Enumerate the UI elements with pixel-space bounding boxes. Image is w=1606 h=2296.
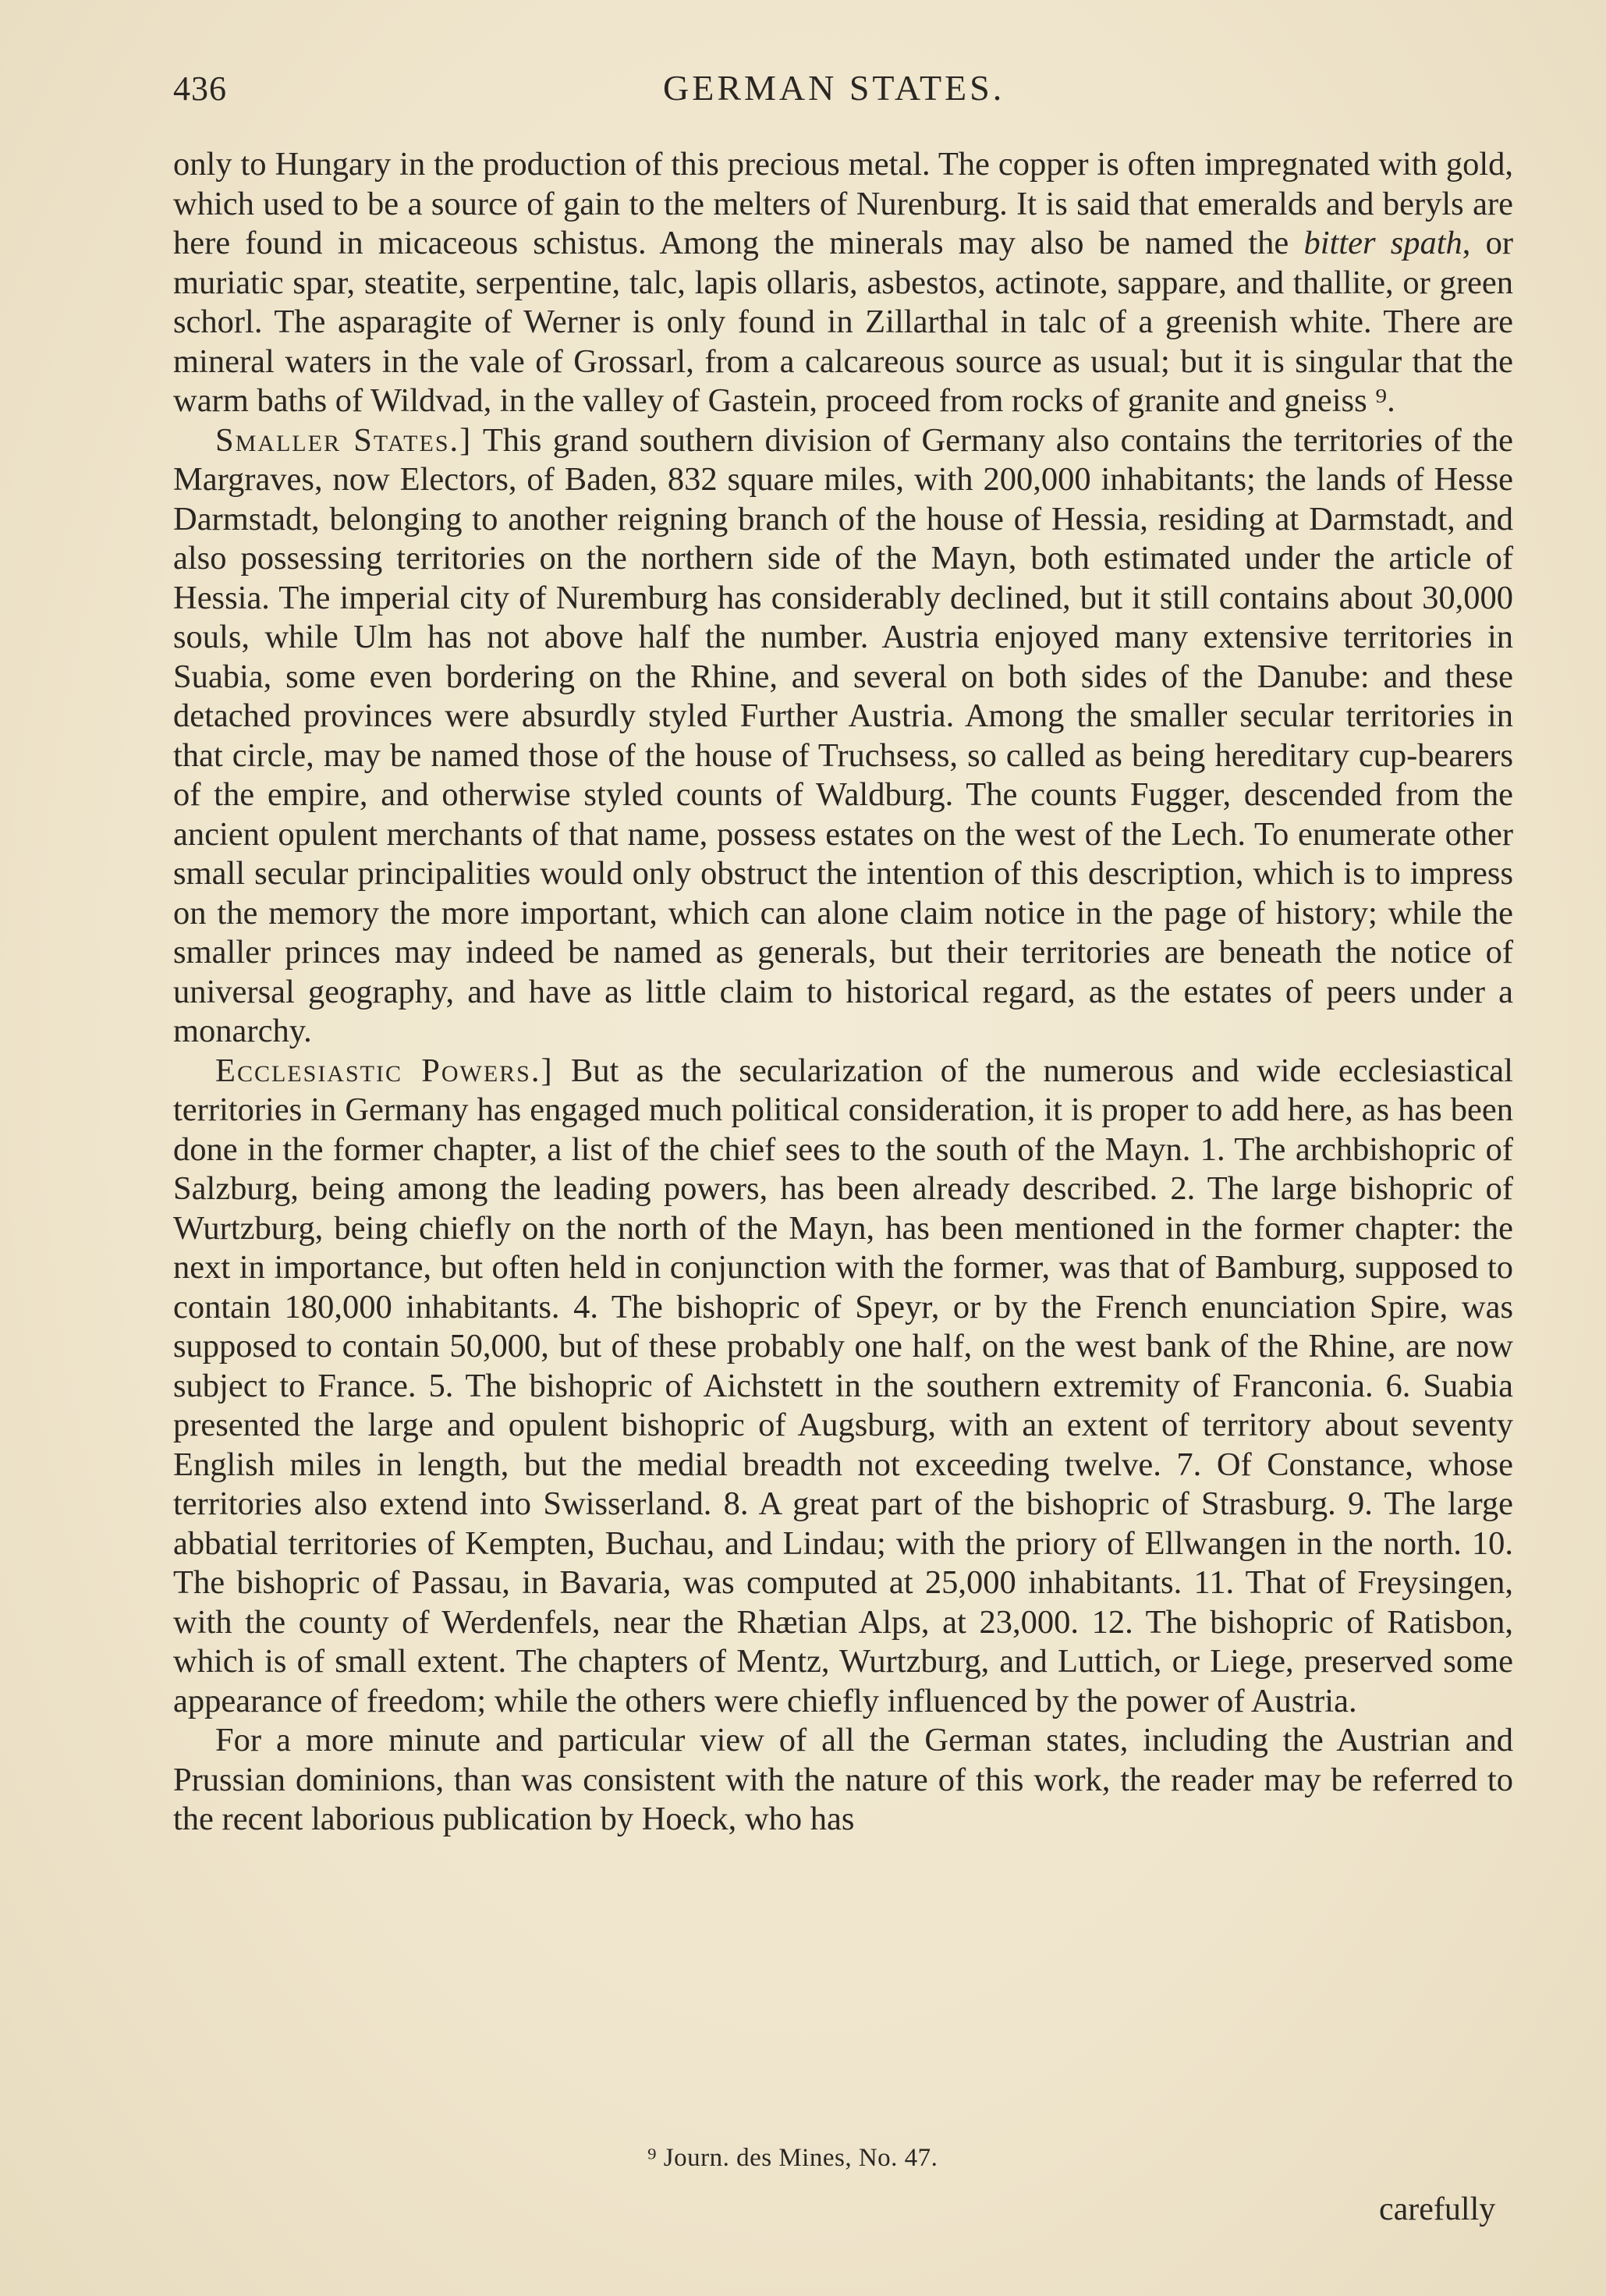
running-head: GERMAN STATES. <box>663 68 1005 108</box>
paragraph-ecclesiastic-powers: Ecclesiastic Powers.] But as the secularization of the numerous and wide ecclesiastical territories in Germany has engaged much political consideration, it is proper to add here, as has been done in the former chapter, a list of the chief sees to the south of the Mayn. 1. The archbishopric of Salzburg, being among the leading powers, has been already described. 2. The large bishopric of Wurtzburg, being chiefly on the north of the Mayn, has been mentioned in the former chapter: the next in importance, but often held in conjunction with the former, was that of Bamburg, supposed to contain 180,000 inhabitants. 4. The bishopric of Speyr, or by the French enunciation Spire, was supposed to contain 50,000, but of these probably one half, on the west bank of the Rhine, are now subject to France. 5. The bishopric of Aichstett in the southern extremity of Franconia. 6. Suabia presented the large and opulent bishopric of Augsburg, with an extent of territory about seventy English miles in length, but the medial breadth not exceeding twelve. 7. Of Constance, whose territories also extend into Swisserland. 8. A great part of the bishopric of Strasburg. 9. The large abbatial territories of Kempten, Buchau, and Lindau; with the priory of Ellwangen in the north. 10. The bishopric of Passau, in Bavaria, was computed at 25,000 inhabitants. 11. That of Freysingen, with the county of Werdenfels, near the Rhætian Alps, at 23,000. 12. The bishopric of Ratisbon, which is of small extent. The chapters of Mentz, Wurtzburg, and Luttich, or Liege, preserved some appearance of freedom; while the others were chiefly influenced by the power of Austria. <box>173 1052 1513 1719</box>
section-heading-smaller-states: Smaller States.] <box>215 421 473 459</box>
footnote: ⁹ Journ. des Mines, No. 47. <box>647 2144 938 2172</box>
italic-term: bitter spath <box>1303 225 1462 261</box>
page-number: 436 <box>173 69 227 108</box>
body-text <box>173 145 1513 1840</box>
footnote-marker: ⁹ <box>1375 382 1388 419</box>
section-heading-ecclesiastic-powers: Ecclesiastic Powers.] <box>215 1052 554 1089</box>
paragraph-1: only to Hungary in the production of this precious metal. The copper is often impregnated with gold, which used to be a source of gain to the melters of Nurenburg. It is said that emeralds and beryls are here found in micaceous schistus. Among the minerals may also be named the bitter spath, or muriatic spar, steatite, serpentine, talc, lapis ollaris, asbestos, actinote, sappare, and thallite, or green schorl. The asparagite of Werner is only found in Zillarthal in talc of a greenish white. There are mineral waters in the vale of Grossarl, from a calcareous source as usual; but it is singular that the warm baths of Wildvad, in the valley of Gastein, proceed from rocks of granite and gneiss ⁹. <box>173 146 1513 419</box>
catchword: carefully <box>1379 2191 1496 2227</box>
paragraph-smaller-states: Smaller States.] This grand southern division of Germany also contains the territories of the Margraves, now Electors, of Baden, 832 square miles, with 200,000 inhabitants; the lands of Hesse Darmstadt, belonging to another reigning branch of the house of Hessia, residing at Darmstadt, and also possessing territories on the northern side of the Mayn, both estimated under the article of Hessia. The imperial city of Nuremburg has considerably declined, but it still contains about 30,000 souls, while Ulm has not above half the number. Austria enjoyed many extensive territories in Suabia, some even bordering on the Rhine, and several on both sides of the Danube: and these detached provinces were absurdly styled Further Austria. Among the smaller secular territories in that circle, may be named those of the house of Truchsess, so called as being hereditary cup-bearers of the empire, and otherwise styled counts of Waldburg. The counts Fugger, descended from the ancient opulent merchants of that name, possess estates on the west of the Lech. To enumerate other small secular principalities would only obstruct the intention of this description, which is to impress on the memory the more important, which can alone claim notice in the page of history; while the smaller princes may indeed be named as generals, but their territories are beneath the notice of universal geography, and have as little claim to historical regard, as the estates of peers under a monarchy. <box>173 421 1513 1049</box>
paragraph-4: For a more minute and particular view of all the German states, including the Austrian and Prussian dominions, than was consistent with the nature of this work, the reader may be referred to the recent laborious publication by Hoeck, who has <box>173 1722 1513 1837</box>
